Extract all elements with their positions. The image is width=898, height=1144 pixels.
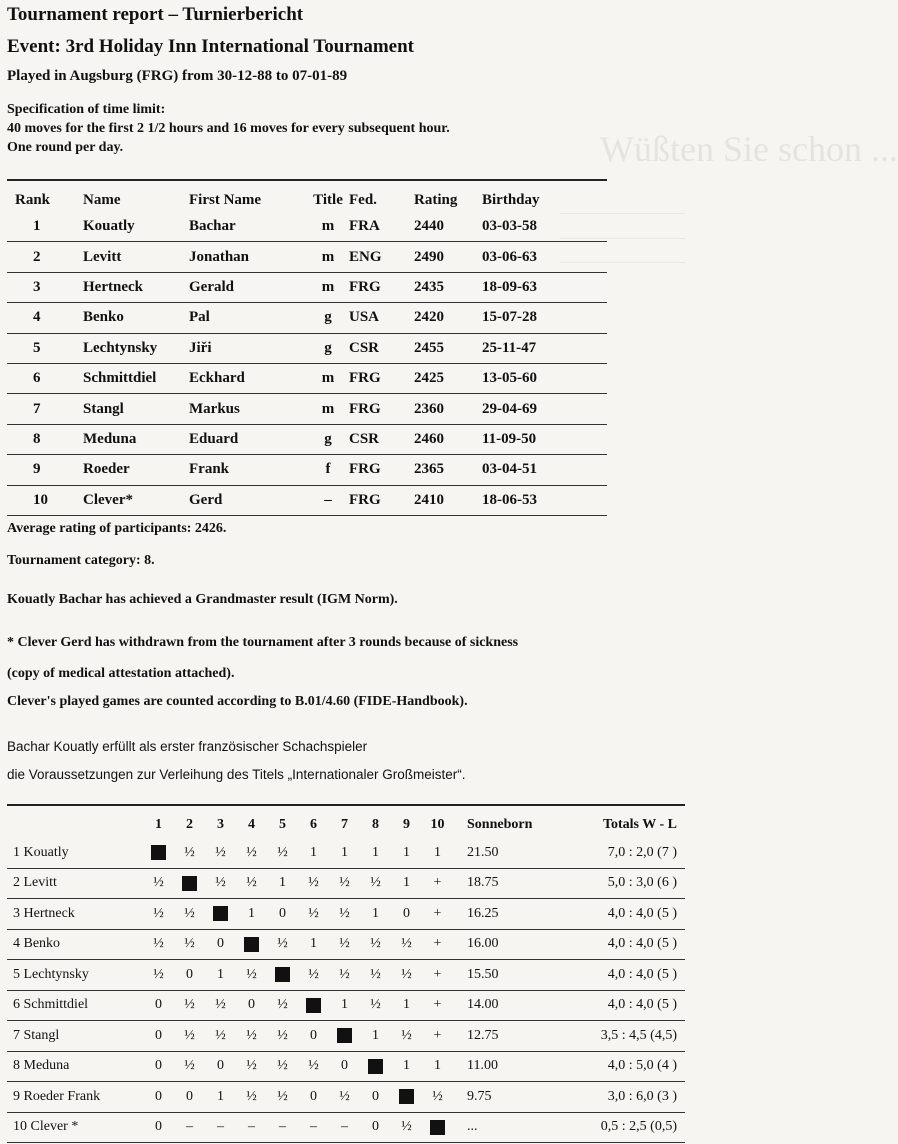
player-name: 10 Clever * [13,1119,79,1135]
event-name: Event: 3rd Holiday Inn International Tournament [7,36,414,57]
game-result: 0 [279,905,286,921]
participants-header-row [7,188,607,212]
participant-name: Meduna [83,430,137,447]
game-result: 0 [403,905,410,921]
attestation-note: (copy of medical attestation attached). [7,666,235,681]
participant-federation: FRG [349,491,381,508]
game-result: ½ [153,875,164,891]
filled-square-icon [430,1120,445,1135]
german-note-line-1: Bachar Kouatly erfüllt als erster französischer Schachspieler [7,739,368,754]
game-result: 0 [155,1088,162,1104]
sonneborn-score: 15.50 [467,966,499,982]
participants-table [7,188,607,516]
player-name: 4 Benko [13,936,61,952]
game-result: ½ [246,844,257,860]
game-result: – [341,1119,348,1135]
game-result: ½ [339,875,350,891]
sonneborn-score: 9.75 [467,1088,492,1104]
participant-first-name: Gerald [189,278,234,295]
round-header-9: 9 [403,817,410,832]
counting-note: Clever's played games are counted according to B.01/4.60 (FIDE-Handbook). [7,694,468,709]
participant-rating: 2425 [414,370,444,387]
game-result: ½ [246,1058,257,1074]
total-score: 4,0 : 4,0 (5 ) [607,936,677,952]
round-header-2: 2 [186,817,193,832]
time-limit-label: Specification of time limit: [7,102,166,117]
self-play-block [205,899,236,930]
participant-title: f [325,461,331,478]
player-name: 1 Kouatly [13,844,69,860]
total-score: 3,0 : 6,0 (3 ) [607,1088,677,1104]
participant-first-name: Eduard [189,430,239,447]
crosstable-row [7,838,685,868]
game-result: ½ [339,966,350,982]
filled-square-icon [368,1059,383,1074]
participant-row [7,424,607,454]
crosstable-row [7,899,685,930]
game-result: ½ [153,936,164,952]
participant-name: Benko [83,309,124,326]
crosstable-top-rule [7,804,685,806]
crosstable-row [7,868,685,899]
participant-row [7,363,607,393]
time-limit-spec [7,100,450,157]
total-score: 4,0 : 5,0 (4 ) [607,1058,677,1074]
participant-name: Stangl [83,400,124,417]
norm-note: Kouatly Bachar has achieved a Grandmaster result (IGM Norm). [7,592,398,607]
game-result: 1 [372,844,379,860]
sonneborn-score: 21.50 [467,844,499,860]
round-header-1: 1 [155,817,162,832]
game-result: ½ [370,966,381,982]
self-play-block [298,990,329,1021]
game-result: ½ [401,1027,412,1043]
participant-name: Roeder [83,461,130,478]
col-header-title: Title [313,191,343,208]
game-result: 0 [155,1027,162,1043]
game-result: – [279,1119,286,1135]
game-result: ½ [308,1058,319,1074]
total-score: 0,5 : 2,5 (0,5) [600,1119,677,1135]
participant-federation: FRG [349,400,381,417]
sonneborn-score: 12.75 [467,1027,499,1043]
player-name: 8 Meduna [13,1058,70,1074]
game-result: ½ [153,966,164,982]
participant-title: g [324,430,332,447]
round-header-4: 4 [248,817,255,832]
participant-name: Schmittdiel [83,370,157,387]
participant-birthday: 18-09-63 [482,278,537,295]
game-result: 1 [403,844,410,860]
participant-row [7,272,607,302]
participant-name: Clever* [83,491,133,508]
game-result: ½ [184,936,195,952]
game-result: 1 [372,905,379,921]
sonneborn-score: ... [467,1119,478,1135]
participant-row [7,212,607,242]
player-name: 5 Lechtynsky [13,966,89,982]
game-result: – [217,1119,224,1135]
self-play-block [174,868,205,899]
game-result: 1 [310,844,317,860]
game-result: + [433,875,442,891]
game-result: 1 [403,875,410,891]
participant-first-name: Pal [189,309,210,326]
total-score: 4,0 : 4,0 (5 ) [607,905,677,921]
participant-title: m [321,400,335,417]
filled-square-icon [182,876,197,891]
game-result: – [248,1119,255,1135]
crosstable-row [7,1082,685,1113]
participant-birthday: 29-04-69 [482,400,537,417]
game-result: ½ [401,936,412,952]
sonneborn-score: 11.00 [467,1058,498,1074]
participant-rating: 2360 [414,400,444,417]
game-result: 1 [341,844,348,860]
game-result: ½ [401,1119,412,1135]
participant-rating: 2440 [414,218,444,235]
participant-federation: CSR [349,430,380,447]
game-result: 0 [217,936,224,952]
game-result: 1 [217,966,224,982]
game-result: ½ [184,844,195,860]
crosstable-row [7,1051,685,1082]
game-result: 0 [310,1027,317,1043]
col-header-rating: Rating [414,191,458,208]
participant-first-name: Jonathan [189,248,250,265]
participant-rank: 6 [33,370,41,387]
player-name: 9 Roeder Frank [13,1088,101,1104]
participant-birthday: 03-03-58 [482,218,537,235]
participant-rank: 1 [33,218,41,235]
total-score: 4,0 : 4,0 (5 ) [607,966,677,982]
participant-first-name: Jiři [189,339,212,356]
crosstable-row [7,1021,685,1052]
filled-square-icon [244,937,259,952]
roster-top-rule [7,179,607,181]
self-play-block [360,1051,391,1082]
event-location-dates: Played in Augsburg (FRG) from 30-12-88 to 07-01-89 [7,68,348,84]
game-result: 1 [217,1088,224,1104]
self-play-block [391,1082,422,1113]
col-header-name: Name [83,191,121,208]
total-score: 4,0 : 4,0 (5 ) [607,997,677,1013]
game-result: 0 [155,1058,162,1074]
bleed-through-heading: Wüßten Sie schon ... [600,129,898,169]
participant-rating: 2490 [414,248,444,265]
filled-square-icon [275,967,290,982]
player-name: 2 Levitt [13,875,57,891]
participant-name: Levitt [83,248,122,265]
participant-first-name: Gerd [189,491,223,508]
col-header-birthday: Birthday [482,191,540,208]
game-result: ½ [277,844,288,860]
game-result: 0 [186,966,193,982]
participant-title: m [321,218,335,235]
round-header-7: 7 [341,817,348,832]
participant-name: Lechtynsky [83,339,158,356]
game-result: 1 [434,1058,441,1074]
game-result: ½ [277,1088,288,1104]
game-result: ½ [246,1088,257,1104]
game-result: ½ [370,936,381,952]
participant-rank: 8 [33,430,41,447]
participant-rank: 2 [33,248,41,265]
participant-rating: 2365 [414,461,444,478]
time-limit-rounds: One round per day. [7,140,124,155]
crosstable-corner [7,812,143,838]
participant-rank: 7 [33,400,41,417]
col-header-federation: Fed. [349,191,377,208]
participant-birthday: 13-05-60 [482,370,537,387]
crosstable [7,812,685,1143]
game-result: ½ [184,997,195,1013]
participant-federation: FRG [349,370,381,387]
game-result: 0 [248,997,255,1013]
game-result: ½ [370,875,381,891]
game-result: – [186,1119,193,1135]
game-result: 0 [155,1119,162,1135]
participant-title: m [321,278,335,295]
game-result: ½ [184,905,195,921]
game-result: ½ [215,844,226,860]
participant-birthday: 11-09-50 [482,430,537,447]
participant-rank: 9 [33,461,41,478]
player-name: 7 Stangl [13,1027,60,1043]
game-result: 0 [341,1058,348,1074]
crosstable-header-row [7,812,685,838]
filled-square-icon [337,1028,352,1043]
participant-rank: 4 [33,309,41,326]
game-result: 0 [372,1088,379,1104]
round-header-10: 10 [430,817,445,832]
self-play-block [267,960,298,991]
participant-rating: 2435 [414,278,444,295]
player-name: 3 Hertneck [13,905,75,921]
game-result: ½ [339,905,350,921]
game-result: ½ [339,1088,350,1104]
game-result: 1 [310,936,317,952]
filled-square-icon [306,998,321,1013]
participant-title: g [324,309,332,326]
participant-rank: 3 [33,278,41,295]
game-result: ½ [246,966,257,982]
participant-federation: ENG [349,248,382,265]
player-name: 6 Schmittdiel [13,997,89,1013]
game-result: ½ [184,1058,195,1074]
game-result: ½ [401,966,412,982]
participant-rating: 2410 [414,491,444,508]
game-result: 1 [279,875,286,891]
time-limit-moves: 40 moves for the first 2 1/2 hours and 16 moves for every subsequent hour. [7,121,450,136]
crosstable-row [7,960,685,991]
col-header-first-name: First Name [189,191,262,208]
game-result: ½ [153,905,164,921]
self-play-block [236,929,267,960]
filled-square-icon [151,845,166,860]
crosstable-row [7,1112,685,1143]
game-result: ½ [277,936,288,952]
round-header-8: 8 [372,817,379,832]
participant-federation: FRA [349,218,380,235]
total-score: 3,5 : 4,5 (4,5) [600,1027,677,1043]
game-result: ½ [308,966,319,982]
game-result: ½ [277,997,288,1013]
participant-birthday: 15-07-28 [482,309,537,326]
participant-first-name: Eckhard [189,370,245,387]
game-result: 1 [372,1027,379,1043]
game-result: 0 [310,1088,317,1104]
sonneborn-score: 16.25 [467,905,499,921]
sonneborn-score: 16.00 [467,936,499,952]
withdrawal-note: * Clever Gerd has withdrawn from the tournament after 3 rounds because of sickness [7,635,519,650]
participant-title: – [324,491,332,508]
participant-federation: CSR [349,339,380,356]
participant-birthday: 03-04-51 [482,461,537,478]
game-result: + [433,905,442,921]
game-result: 1 [434,844,441,860]
game-result: ½ [308,905,319,921]
total-score: 7,0 : 2,0 (7 ) [607,844,677,860]
filled-square-icon [213,906,228,921]
game-result: ½ [215,875,226,891]
game-result: + [433,936,442,952]
participant-first-name: Frank [189,461,230,478]
col-header-rank: Rank [15,191,51,208]
crosstable-row [7,929,685,960]
game-result: + [433,997,442,1013]
self-play-block [422,1112,453,1143]
game-result: ½ [339,936,350,952]
participant-row [7,455,607,485]
participant-rating: 2460 [414,430,444,447]
game-result: ½ [277,1058,288,1074]
filled-square-icon [399,1089,414,1104]
tournament-category: Tournament category: 8. [7,553,155,568]
game-result: 0 [155,997,162,1013]
round-header-6: 6 [310,817,317,832]
participant-birthday: 18-06-53 [482,491,537,508]
totals-header: Totals W - L [602,817,677,832]
game-result: 1 [403,1058,410,1074]
game-result: ½ [246,875,257,891]
game-result: 1 [403,997,410,1013]
participant-first-name: Bachar [189,218,236,235]
participant-title: m [321,248,335,265]
game-result: + [433,966,442,982]
participant-row [7,303,607,333]
participant-first-name: Markus [189,400,240,417]
participant-rating: 2455 [414,339,444,356]
game-result: 1 [248,905,255,921]
participant-row [7,242,607,272]
game-result: ½ [215,997,226,1013]
participant-federation: FRG [349,461,381,478]
report-title: Tournament report – Turnierbericht [7,4,304,25]
participant-federation: USA [349,309,380,326]
game-result: ½ [215,1027,226,1043]
game-result: ½ [308,875,319,891]
german-note-line-2: die Voraussetzungen zur Verleihung des Titels „Internationaler Großmeister“. [7,767,466,782]
participant-rank: 10 [33,491,48,508]
game-result: ½ [184,1027,195,1043]
participant-rank: 5 [33,339,41,356]
participant-title: g [324,339,332,356]
participant-name: Hertneck [83,278,143,295]
participant-name: Kouatly [83,218,135,235]
sonneborn-score: 18.75 [467,875,499,891]
participant-birthday: 03-06-63 [482,248,537,265]
game-result: ½ [432,1088,443,1104]
game-result: ½ [246,1027,257,1043]
participant-birthday: 25-11-47 [482,339,537,356]
average-rating: Average rating of participants: 2426. [7,521,227,536]
sonneborn-score: 14.00 [467,997,499,1013]
participant-title: m [321,370,335,387]
participant-row [7,485,607,515]
game-result: 0 [186,1088,193,1104]
game-result: ½ [277,1027,288,1043]
round-header-3: 3 [217,817,224,832]
participant-row [7,394,607,424]
game-result: ½ [370,997,381,1013]
game-result: 1 [341,997,348,1013]
game-result: 0 [372,1119,379,1135]
game-result: – [310,1119,317,1135]
participant-row [7,333,607,363]
game-result: + [433,1027,442,1043]
participant-rating: 2420 [414,309,444,326]
self-play-block [329,1021,360,1052]
round-header-5: 5 [279,817,286,832]
game-result: 0 [217,1058,224,1074]
crosstable-row [7,990,685,1021]
sonneborn-header: Sonneborn [467,817,533,832]
total-score: 5,0 : 3,0 (6 ) [607,875,677,891]
participant-federation: FRG [349,278,381,295]
self-play-block [143,838,174,868]
